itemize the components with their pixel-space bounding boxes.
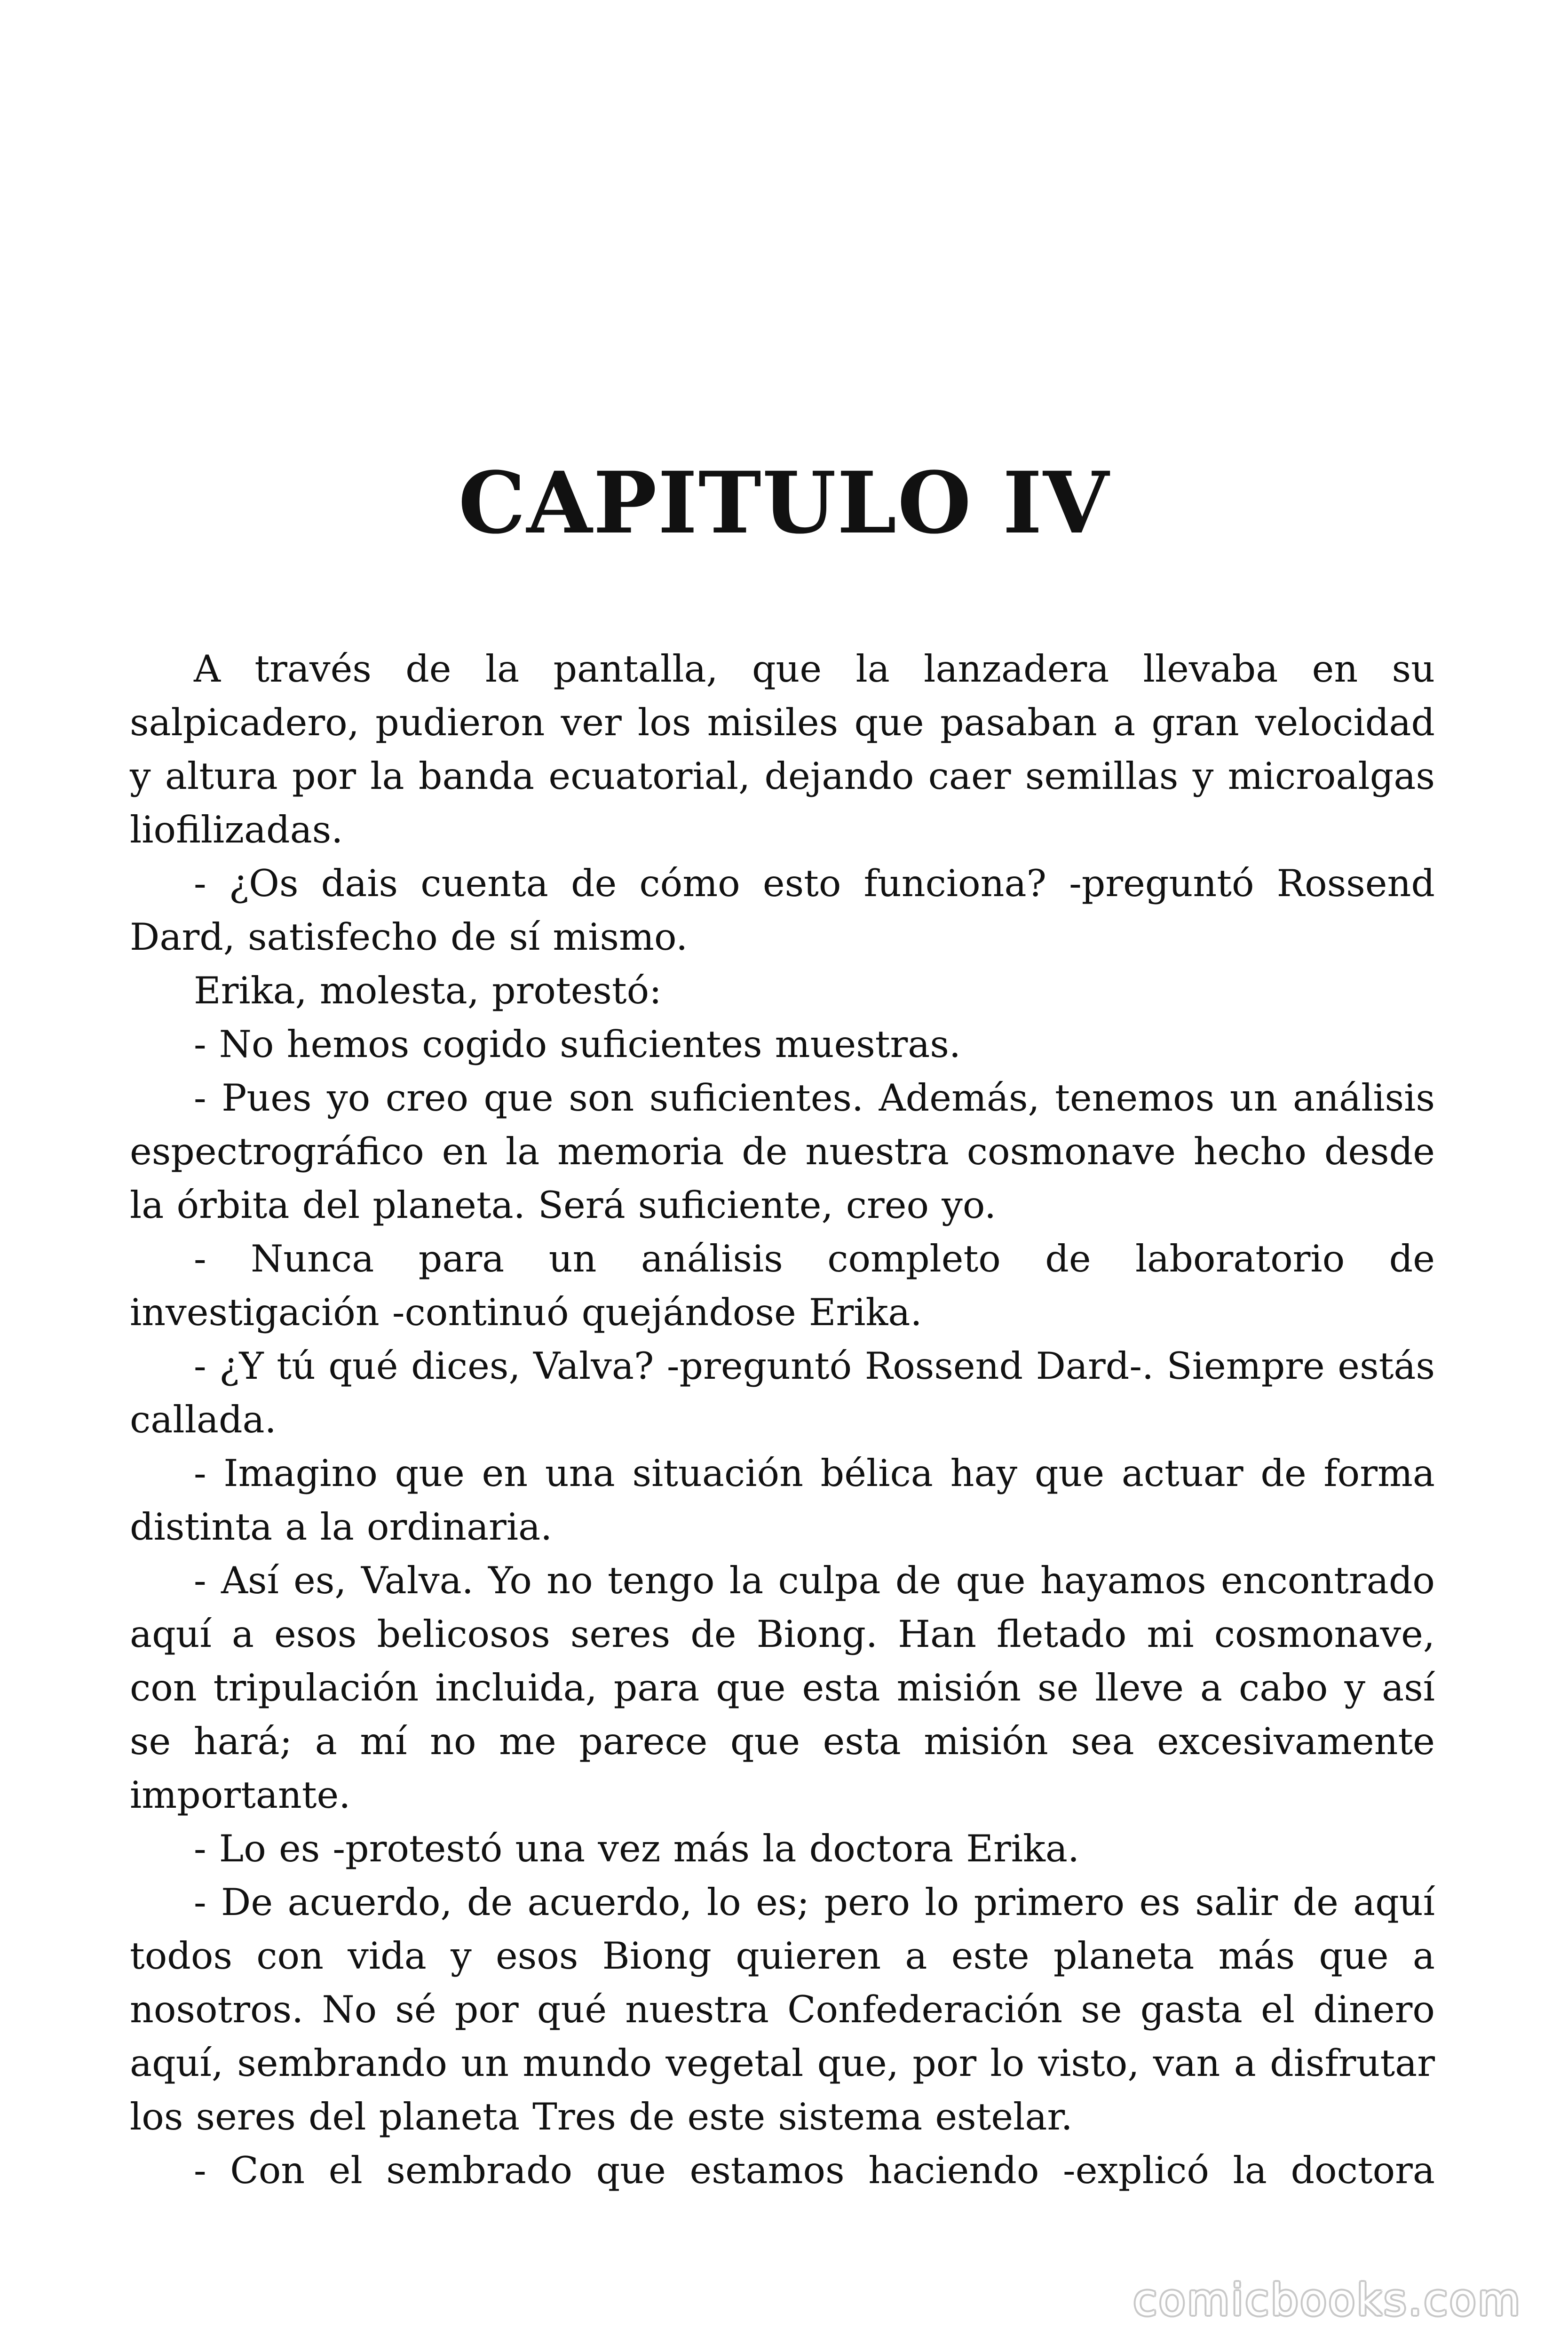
paragraph: A través de la pantalla, que la lanzadera llevaba en su salpicadero, pudieron ver los misiles que pasaban a gran velocidad y altura por la banda ecuatorial, dejando caer semillas y microalgas liofilizadas. xyxy=(130,647,1435,851)
paragraph: Erika, molesta, protestó: xyxy=(194,969,662,1012)
paragraph: - Así es, Valva. Yo no tengo la culpa de que hayamos encontrado aquí a esos belicosos seres de Biong. Han fletado mi cosmonave, con tripulación incluida, para que esta misión se lleve a cabo y así se hará; a mí no me parece que esta misión sea excesivamente importante. xyxy=(130,1559,1435,1817)
paragraph: - Pues yo creo que son suficientes. Además, tenemos un análisis espectrográfico en la memoria de nuestra cosmonave hecho desde la órbita del planeta. Será suficiente, creo yo. xyxy=(130,1076,1435,1227)
chapter-body xyxy=(130,642,1435,2197)
watermark-text: comicbooks.com xyxy=(1133,2275,1522,2325)
paragraph: - Nunca para un análisis completo de laboratorio de investigación -continuó quejándose Erika. xyxy=(130,1237,1435,1334)
paragraph: - No hemos cogido suficientes muestras. xyxy=(194,1023,961,1066)
paragraph: - Imagino que en una situación bélica hay que actuar de forma distinta a la ordinaria. xyxy=(130,1452,1435,1549)
paragraph: - Con el sembrado que estamos haciendo -explicó la doctora xyxy=(194,2149,1435,2192)
paragraph: - ¿Os dais cuenta de cómo esto funciona? -preguntó Rossend Dard, satisfecho de sí mismo. xyxy=(130,862,1435,959)
paragraph: - De acuerdo, de acuerdo, lo es; pero lo primero es salir de aquí todos con vida y esos Biong quieren a este planeta más que a nosotros. No sé por qué nuestra Confederación se gasta el dinero aquí, sembrando un mundo vegetal que, por lo visto, van a disfrutar los seres del planeta Tres de este sistema estelar. xyxy=(130,1881,1435,2138)
paragraph: - ¿Y tú qué dices, Valva? -preguntó Rossend Dard-. Siempre estás callada. xyxy=(130,1344,1435,1441)
paragraph: - Lo es -protestó una vez más la doctora Erika. xyxy=(194,1827,1080,1870)
chapter-title: CAPITULO IV xyxy=(458,453,1110,553)
